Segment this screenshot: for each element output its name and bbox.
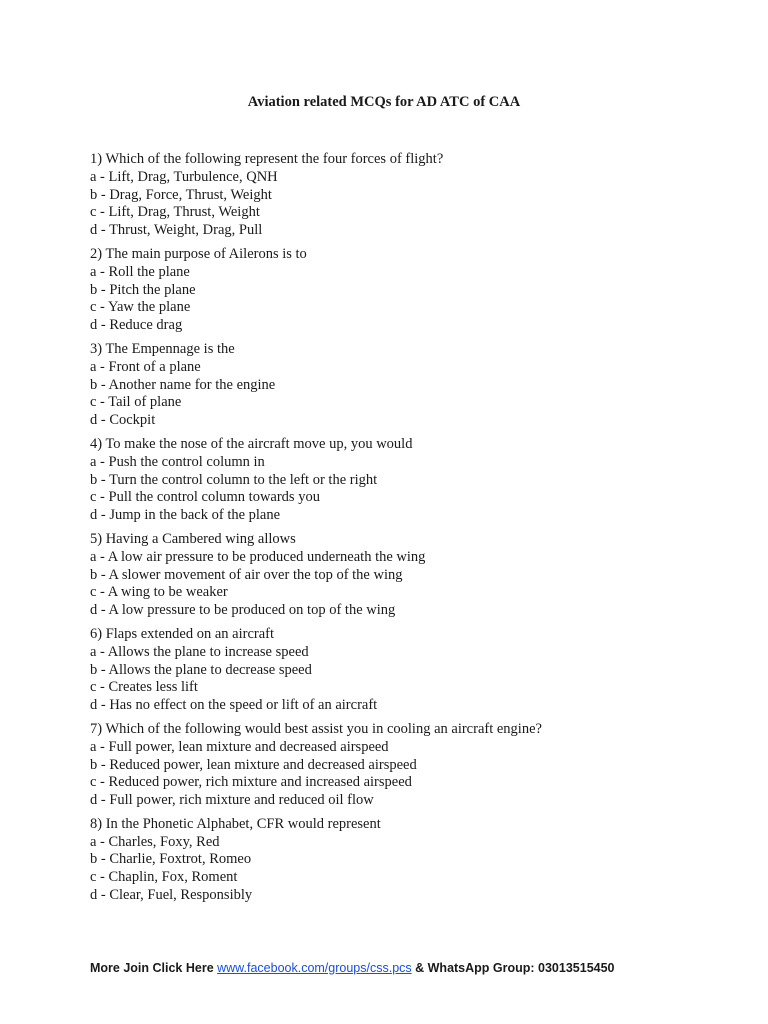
question-text: 4) To make the nose of the aircraft move up, you would	[90, 435, 413, 452]
answer-option: c - A wing to be weaker	[90, 584, 228, 601]
question-item	[90, 341, 730, 430]
footer-suffix: & WhatsApp Group: 03013515450	[411, 961, 615, 975]
answer-option: a - Roll the plane	[90, 263, 190, 280]
question-list	[90, 151, 730, 911]
question-item	[90, 436, 730, 525]
question-text: 8) In the Phonetic Alphabet, CFR would represent	[90, 815, 381, 832]
question-item	[90, 626, 730, 715]
question-item	[90, 816, 730, 905]
answer-option: a - Front of a plane	[90, 358, 201, 375]
question-text: 3) The Empennage is the	[90, 340, 235, 357]
question-text: 2) The main purpose of Ailerons is to	[90, 245, 307, 262]
answer-option: a - Full power, lean mixture and decreased airspeed	[90, 738, 389, 755]
question-item	[90, 721, 730, 810]
answer-option: b - Turn the control column to the left or the right	[90, 471, 378, 488]
footer-prefix: More Join Click Here	[90, 961, 218, 975]
answer-option: c - Pull the control column towards you	[90, 489, 320, 506]
facebook-group-link[interactable]: www.facebook.com/groups/css.pcs	[217, 961, 412, 975]
answer-option: d - A low pressure to be produced on top of the wing	[90, 602, 396, 619]
answer-option: d - Reduce drag	[90, 317, 183, 334]
question-text: 6) Flaps extended on an aircraft	[90, 625, 274, 642]
answer-option: d - Full power, rich mixture and reduced oil flow	[90, 792, 374, 809]
document-title: Aviation related MCQs for AD ATC of CAA	[247, 94, 521, 110]
answer-option: b - Allows the plane to decrease speed	[90, 661, 312, 678]
answer-option: b - Pitch the plane	[90, 281, 196, 298]
answer-option: c - Reduced power, rich mixture and increased airspeed	[90, 774, 412, 791]
answer-option: c - Yaw the plane	[90, 299, 191, 316]
answer-option: c - Creates less lift	[90, 679, 198, 696]
answer-option: a - A low air pressure to be produced underneath the wing	[90, 548, 426, 565]
answer-option: c - Lift, Drag, Thrust, Weight	[90, 204, 260, 221]
answer-option: c - Chaplin, Fox, Roment	[90, 869, 238, 886]
answer-option: b - Reduced power, lean mixture and decreased airspeed	[90, 756, 417, 773]
answer-option: d - Thrust, Weight, Drag, Pull	[90, 222, 263, 239]
answer-option: b - Charlie, Foxtrot, Romeo	[90, 851, 252, 868]
answer-option: d - Jump in the back of the plane	[90, 507, 281, 524]
answer-option: b - A slower movement of air over the top of the wing	[90, 566, 403, 583]
answer-option: d - Cockpit	[90, 412, 156, 429]
question-text: 1) Which of the following represent the four forces of flight?	[90, 151, 444, 167]
answer-option: a - Lift, Drag, Turbulence, QNH	[90, 168, 278, 185]
answer-option: d - Has no effect on the speed or lift of an aircraft	[90, 697, 378, 714]
question-item	[90, 151, 730, 240]
answer-option: b - Another name for the engine	[90, 376, 276, 393]
answer-option: a - Allows the plane to increase speed	[90, 643, 309, 660]
answer-option: c - Tail of plane	[90, 394, 182, 411]
answer-option: a - Push the control column in	[90, 453, 265, 470]
question-item	[90, 246, 730, 335]
question-item	[90, 531, 730, 620]
page-footer	[90, 960, 615, 976]
question-text: 5) Having a Cambered wing allows	[90, 530, 296, 547]
answer-option: a - Charles, Foxy, Red	[90, 833, 220, 850]
answer-option: d - Clear, Fuel, Responsibly	[90, 887, 253, 904]
question-text: 7) Which of the following would best assist you in cooling an aircraft engine?	[90, 720, 542, 737]
answer-option: b - Drag, Force, Thrust, Weight	[90, 186, 272, 203]
